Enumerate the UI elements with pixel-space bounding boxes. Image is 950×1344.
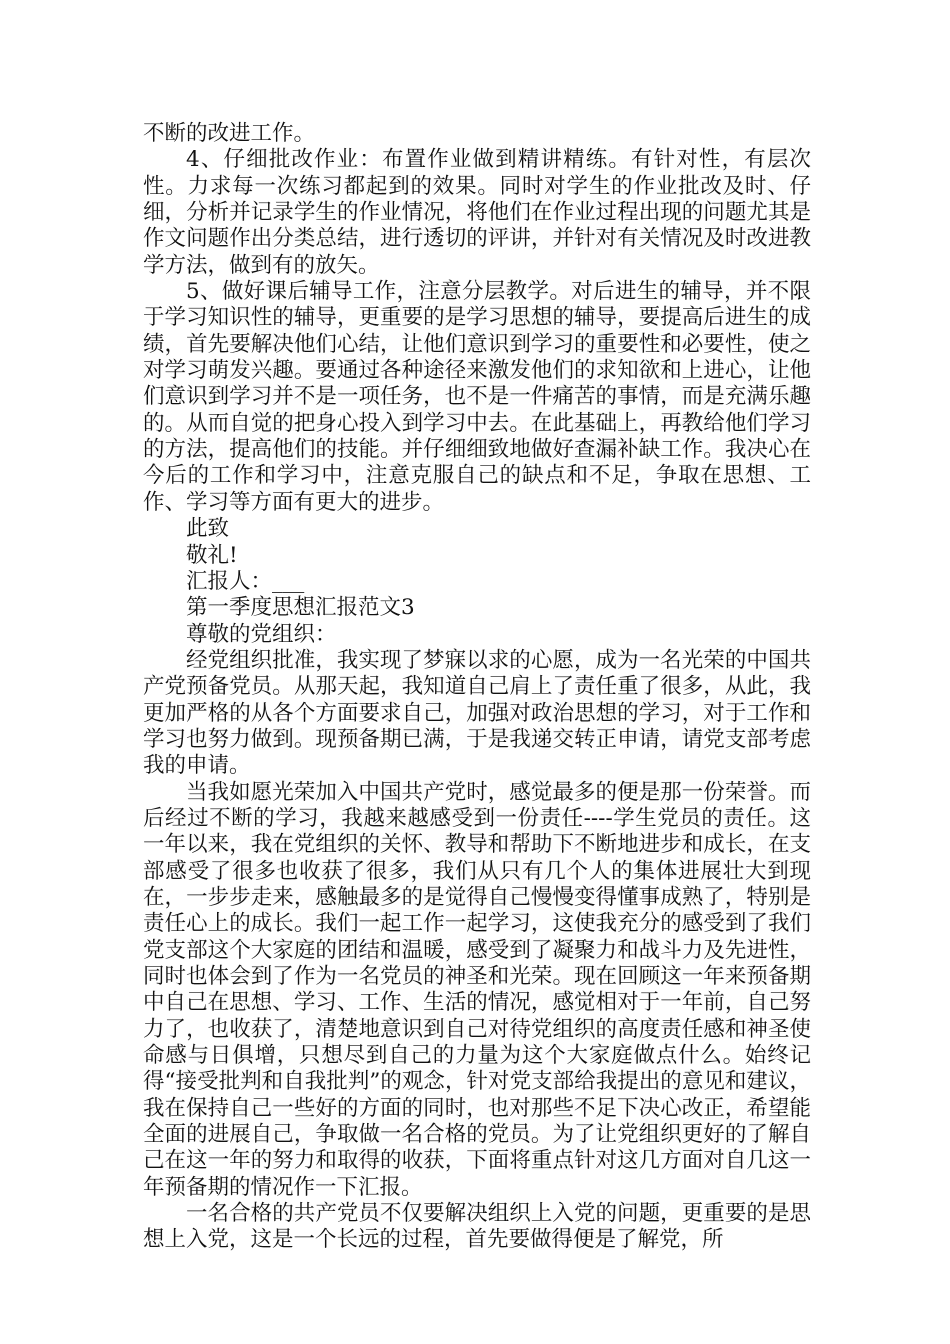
closing-salutation: 此致 [186, 516, 230, 542]
paragraph-after-class-tutoring: 5、做好课后辅导工作，注意分层教学。对后进生的辅导，并不限于学习知识性的辅导，更重要的是学习思想的辅导，要提高后进生的成绩，首先要解决他们心结，让他们意识到学习的重要性和必要性，使之对学习萌发兴趣。要通过各种途径来激发他们的求知欲和上进心，让他们意识到学习并不是一项任务，也不是一件痛苦的事情，而是充满乐趣的。从而自觉的把身心投入到学习中去。在此基础上，再教给他们学习的方法，提高他们的技能。并仔细细致地做好查漏补缺工作。我决心在今后的工作和学习中，注意克服自己的缺点和不足，争取在思想、工作、学习等方面有更大的进步。 [143, 279, 811, 515]
paragraph-homework-correction: 4、仔细批改作业：布置作业做到精讲精练。有针对性，有层次性。力求每一次练习都起到的效果。同时对学生的作业批改及时、仔细，分析并记录学生的作业情况，将他们在作业过程出现的问题尤其是作文问题作出分类总结，进行透切的评讲，并针对有关情况及时改进教学方法，做到有的放矢。 [143, 147, 811, 278]
closing-respect: 敬礼! [186, 542, 238, 568]
paragraph-reflection: 当我如愿光荣加入中国共产党时，感觉最多的便是那一份荣誉。而后经过不断的学习，我越来越感受到一份责任----学生党员的责任。这一年以来，我在党组织的关怀、教导和帮助下不断地进步和成长，在支部感受了很多也收获了很多，我们从只有几个人的集体进展壮大到现在，一步步走来，感触最多的是觉得自己慢慢变得懂事成熟了，特别是责任心上的成长。我们一起工作一起学习，这使我充分的感受到了我们党支部这个大家庭的团结和温暖，感受到了凝聚力和战斗力及先进性，同时也体会到了作为一名党员的神圣和光荣。现在回顾这一年来预备期中自己在思想、学习、工作、生活的情况，感觉相对于一年前，自己努力了，也收获了，清楚地意识到自己对待党组织的高度责任感和神圣使命感与日俱增，只想尽到自己的力量为这个大家庭做点什么。始终记得“接受批判和自我批判”的观念，针对党支部给我提出的意见和建议，我在保持自己一些好的方面的同时，也对那些不足下决心改正，希望能全面的进展自己，争取做一名合格的党员。为了让党组织更好的了解自己在这一年的努力和取得的收获，下面将重点针对这几方面对自几这一年预备期的情况作一下汇报。 [143, 779, 811, 1200]
greeting: 尊敬的党组织： [186, 621, 337, 647]
paragraph-continuation: 不断的改进工作。 [143, 121, 316, 146]
reporter-signature: 汇报人：___ [186, 568, 305, 594]
section-title: 第一季度思想汇报范文3 [186, 595, 415, 621]
document-body [143, 121, 811, 1254]
paragraph-approval: 经党组织批准，我实现了梦寐以求的心愿，成为一名光荣的中国共产党预备党员。从那天起，我知道自己肩上了责任重了很多，从此，我更加严格的从各个方面要求自己，加强对政治思想的学习，对于工作和学习也努力做到。现预备期已满，于是我递交转正申请，请党支部考虑我的申请。 [143, 647, 811, 779]
paragraph-ideological: 一名合格的共产党员不仅要解决组织上入党的问题，更重要的是思想上入党，这是一个长远的过程，首先要做得便是了解党，所 [143, 1201, 811, 1253]
